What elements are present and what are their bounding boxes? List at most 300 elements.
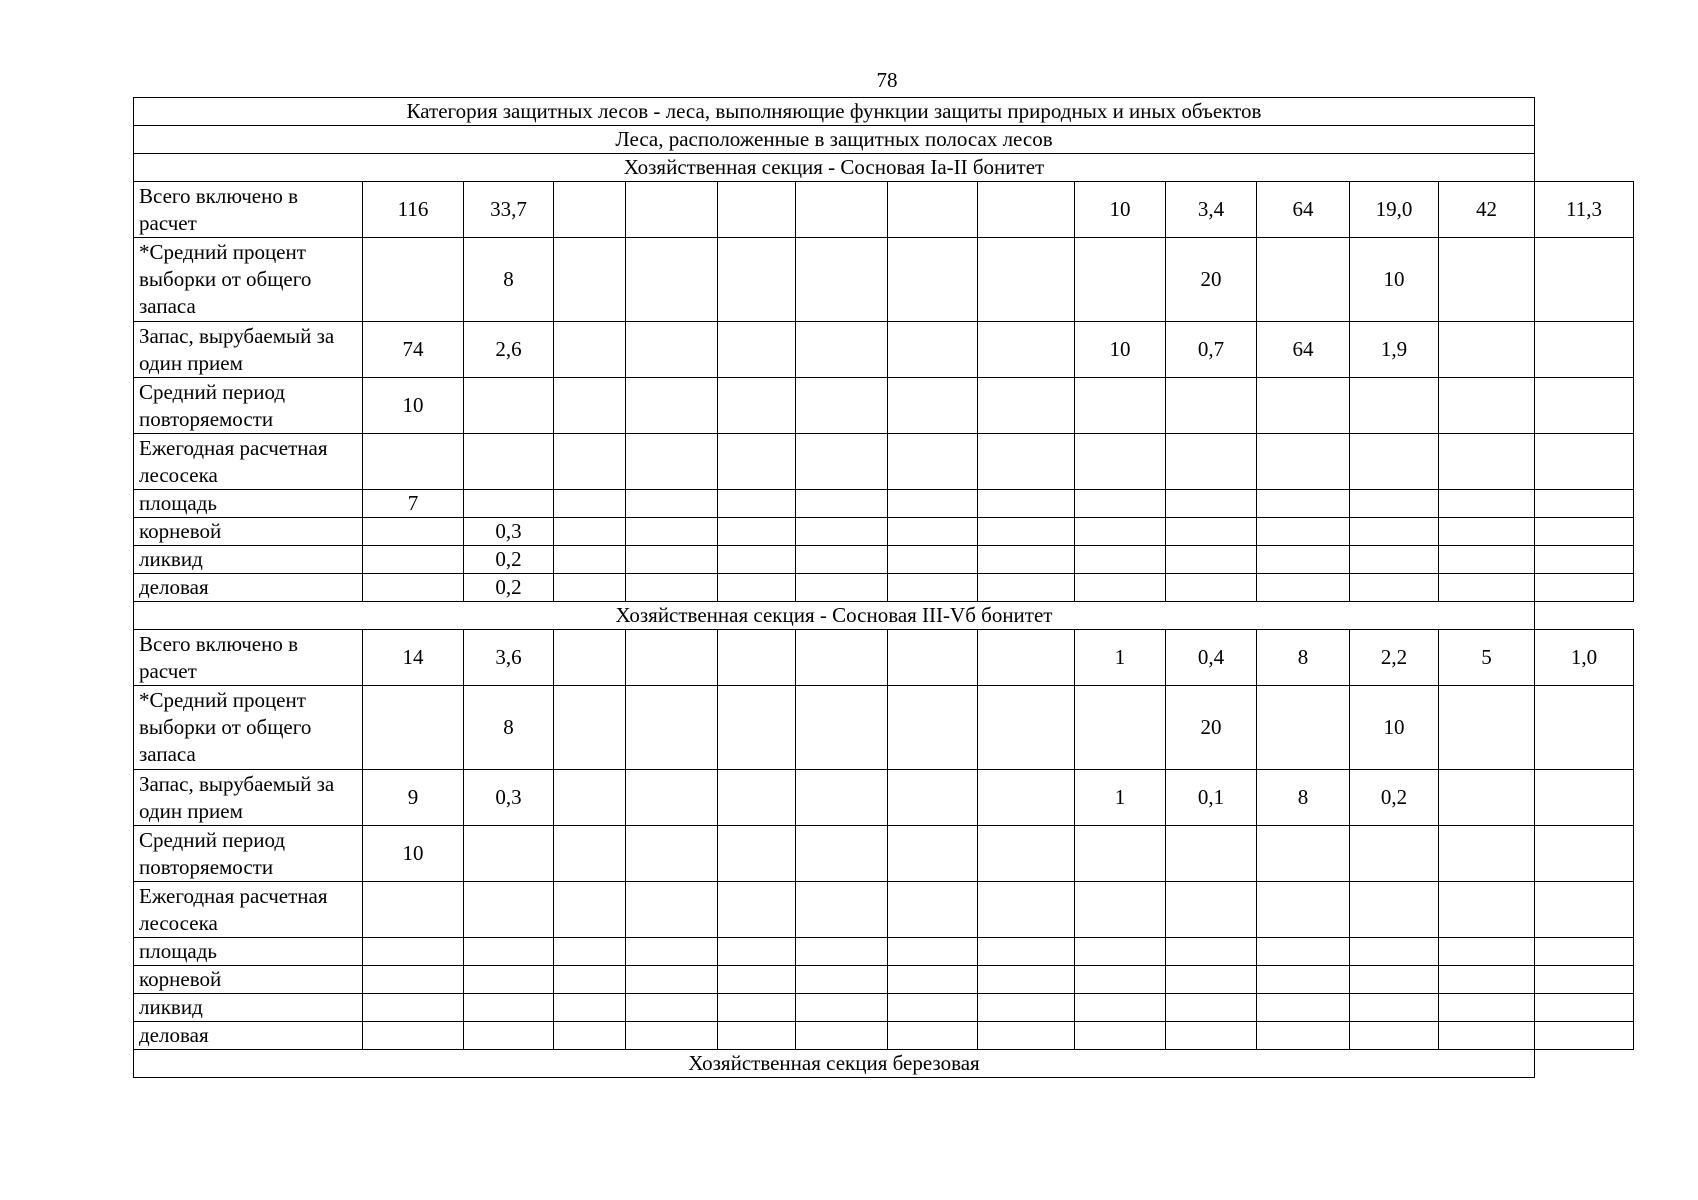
table-cell [1439,1022,1535,1050]
table-cell [464,434,554,490]
row-label: корневой [134,518,363,546]
table-cell [888,938,978,966]
table-cell: 33,7 [464,182,554,238]
section-row [134,154,1634,182]
table-cell [796,238,888,322]
table-cell: 10 [1350,238,1439,322]
table-cell [363,938,464,966]
row-label: корневой [134,966,363,994]
table-cell [796,938,888,966]
table-cell: 0,2 [1350,770,1439,826]
table-cell: 20 [1166,238,1257,322]
table-cell [978,994,1075,1022]
page-number: 78 [876,68,898,92]
table-cell [1166,546,1257,574]
table-cell [888,630,978,686]
row-label: площадь [134,938,363,966]
table-cell [464,938,554,966]
table-cell [978,770,1075,826]
table-cell [626,994,718,1022]
table-cell: 3,6 [464,630,554,686]
table-cell [1350,490,1439,518]
table-cell [888,994,978,1022]
table-cell [1439,434,1535,490]
table-cell [888,882,978,938]
row-label: Средний период повторяемости [134,378,363,434]
table-cell [888,1022,978,1050]
table-cell [1257,966,1350,994]
table-cell [626,770,718,826]
table-row [134,518,1634,546]
table-cell [1535,574,1634,602]
table-cell [1257,574,1350,602]
table-cell [1166,378,1257,434]
table-cell [554,434,626,490]
table-cell [796,994,888,1022]
table-cell [1166,490,1257,518]
table-cell [554,490,626,518]
table-cell [978,378,1075,434]
table-cell [888,378,978,434]
table-cell: 0,1 [1166,770,1257,826]
table-cell [888,490,978,518]
table-row [134,238,1634,322]
row-label: Ежегодная расчетная лесосека [134,434,363,490]
table-cell [888,546,978,574]
table-cell [626,490,718,518]
table-cell [888,574,978,602]
table-cell [1439,882,1535,938]
table-row [134,546,1634,574]
table-cell: 1,9 [1350,322,1439,378]
table-cell [1075,574,1166,602]
table-cell [1439,826,1535,882]
table-cell [1535,490,1634,518]
table-cell [1350,434,1439,490]
row-label: *Средний процент выборки от общего запаса [134,686,363,770]
table-cell [1075,238,1166,322]
section-row [134,1050,1634,1078]
table-cell [464,994,554,1022]
table-cell [1535,770,1634,826]
table-cell [1535,518,1634,546]
table-cell [888,770,978,826]
table-cell: 5 [1439,630,1535,686]
table-cell [1350,378,1439,434]
table-cell [626,378,718,434]
table-cell [1439,238,1535,322]
table-cell [796,378,888,434]
table-cell [796,490,888,518]
table-cell [1439,546,1535,574]
table-cell [1257,518,1350,546]
table-cell [1075,546,1166,574]
table-cell [796,546,888,574]
table-cell [554,770,626,826]
table-cell [363,574,464,602]
table-cell [1166,882,1257,938]
table-cell [363,434,464,490]
table-cell [978,630,1075,686]
table-cell [978,182,1075,238]
table-cell [978,238,1075,322]
table-cell [464,826,554,882]
table-cell [1166,1022,1257,1050]
table-cell: 116 [363,182,464,238]
table-cell [796,966,888,994]
table-cell [796,770,888,826]
table-cell [718,378,796,434]
row-label: Ежегодная расчетная лесосека [134,882,363,938]
table-cell [626,238,718,322]
row-label: Средний период повторяемости [134,826,363,882]
table-cell [554,238,626,322]
table-cell [554,826,626,882]
table-cell: 9 [363,770,464,826]
table-cell [1166,966,1257,994]
table-cell [1439,686,1535,770]
table-cell: 14 [363,630,464,686]
table-cell [978,490,1075,518]
table-cell: 10 [363,378,464,434]
table-cell [1166,938,1257,966]
table-cell: 0,3 [464,518,554,546]
table-cell [1535,434,1634,490]
section-title: Хозяйственная секция березовая [134,1050,1535,1078]
table-cell [796,686,888,770]
table-cell [718,546,796,574]
table-cell [1075,826,1166,882]
table-cell [978,966,1075,994]
table-cell: 3,4 [1166,182,1257,238]
table-cell [978,686,1075,770]
table-cell [978,574,1075,602]
table-row [134,630,1634,686]
table-cell [464,882,554,938]
table-cell [554,378,626,434]
table-cell [1166,518,1257,546]
table-cell [554,938,626,966]
table-cell [888,518,978,546]
table-cell: 7 [363,490,464,518]
table-cell [1257,826,1350,882]
table-cell: 64 [1257,182,1350,238]
table-cell [1350,966,1439,994]
table-cell: 1 [1075,630,1166,686]
table-cell [1257,882,1350,938]
table-cell [718,1022,796,1050]
table-cell [718,434,796,490]
table-cell [1350,826,1439,882]
table-cell [796,434,888,490]
table-cell [1535,1022,1634,1050]
table-cell [978,826,1075,882]
table-cell: 10 [1075,182,1166,238]
table-cell [1439,490,1535,518]
table-cell: 19,0 [1350,182,1439,238]
table-cell [718,966,796,994]
table-cell [978,882,1075,938]
table-row [134,1022,1634,1050]
table-row [134,966,1634,994]
table-cell: 10 [1350,686,1439,770]
table-cell: 0,7 [1166,322,1257,378]
row-label: деловая [134,1022,363,1050]
table-cell [1535,378,1634,434]
section-row [134,602,1634,630]
table-cell [1075,518,1166,546]
table-cell [1439,574,1535,602]
table-row [134,574,1634,602]
table-cell [626,434,718,490]
table-row [134,434,1634,490]
table-cell [718,826,796,882]
table-cell [554,574,626,602]
table-cell [796,322,888,378]
table-cell: 0,3 [464,770,554,826]
row-label: деловая [134,574,363,602]
table-cell [1350,882,1439,938]
table-cell [464,1022,554,1050]
table-cell [1535,966,1634,994]
table-cell [1350,1022,1439,1050]
table-cell [1257,378,1350,434]
table-cell [1075,434,1166,490]
forest-harvest-table [133,97,1634,1078]
table-cell [1350,938,1439,966]
row-label: площадь [134,490,363,518]
table-cell [1535,546,1634,574]
table-cell [978,434,1075,490]
table-cell: 11,3 [1535,182,1634,238]
table-cell: 42 [1439,182,1535,238]
table-row [134,882,1634,938]
table-cell [363,238,464,322]
table-cell [1350,574,1439,602]
table-cell [626,1022,718,1050]
table-cell [1075,686,1166,770]
table-row [134,938,1634,966]
table-cell: 8 [1257,770,1350,826]
table-cell [796,630,888,686]
table-cell: 0,2 [464,574,554,602]
table-cell [888,826,978,882]
table-cell [554,994,626,1022]
table-row [134,994,1634,1022]
table-row [134,182,1634,238]
table-cell [626,826,718,882]
table-cell [1257,938,1350,966]
table-cell [1439,994,1535,1022]
table-cell [1257,546,1350,574]
row-label: *Средний процент выборки от общего запаса [134,238,363,322]
table-cell [554,630,626,686]
table-row [134,826,1634,882]
table-row [134,378,1634,434]
table-cell [1535,322,1634,378]
table-cell [1535,686,1634,770]
table-cell [888,686,978,770]
table-cell [554,518,626,546]
table-cell [554,182,626,238]
section-title: Хозяйственная секция - Сосновая Iа-II бонитет [134,154,1535,182]
table-cell [1535,826,1634,882]
table-cell [718,938,796,966]
row-label: Всего включено в расчет [134,182,363,238]
table-cell [1535,238,1634,322]
table-cell [888,238,978,322]
table-cell [888,182,978,238]
table-cell [718,994,796,1022]
table-cell [1439,770,1535,826]
table-cell [718,182,796,238]
table-cell: 1,0 [1535,630,1634,686]
table-cell [1439,938,1535,966]
table-cell [363,686,464,770]
table-cell [718,882,796,938]
table-cell [1075,378,1166,434]
table-cell: 64 [1257,322,1350,378]
table-cell [1257,490,1350,518]
table-cell [626,182,718,238]
row-label: Всего включено в расчет [134,630,363,686]
table-cell [626,546,718,574]
table-cell [718,574,796,602]
table-cell [1439,322,1535,378]
table-cell [1075,966,1166,994]
table-cell [626,574,718,602]
table-cell [1535,994,1634,1022]
table-cell [796,182,888,238]
subcategory-row [134,126,1634,154]
table-cell [718,238,796,322]
table-cell [626,630,718,686]
table-cell: 8 [1257,630,1350,686]
table-cell [1350,546,1439,574]
table-cell [363,546,464,574]
table-cell [718,686,796,770]
table-cell [554,546,626,574]
table-cell [363,966,464,994]
table-cell [978,1022,1075,1050]
table-cell: 8 [464,238,554,322]
table-cell [464,966,554,994]
table-cell [1439,966,1535,994]
table-cell: 2,6 [464,322,554,378]
table-cell [1257,1022,1350,1050]
table-cell [796,1022,888,1050]
row-label: ликвид [134,994,363,1022]
table-cell [978,938,1075,966]
table-cell [718,490,796,518]
table-cell [363,518,464,546]
table-row [134,322,1634,378]
table-cell [718,322,796,378]
category-row [134,98,1634,126]
table-cell [1075,1022,1166,1050]
table-cell [888,322,978,378]
table-cell [796,574,888,602]
table-cell [626,938,718,966]
table-cell [1439,518,1535,546]
table-cell [1439,378,1535,434]
table-cell [978,518,1075,546]
table-cell [464,378,554,434]
table-cell [718,770,796,826]
table-cell [1166,826,1257,882]
table-cell [796,518,888,546]
section-title: Хозяйственная секция - Сосновая III-Vб бонитет [134,602,1535,630]
table-cell [1257,238,1350,322]
table-cell [554,1022,626,1050]
table-cell [1075,994,1166,1022]
table-cell [796,826,888,882]
table-cell [554,322,626,378]
category-title: Категория защитных лесов - леса, выполняющие функции защиты природных и иных объектов [134,98,1535,126]
row-label: Запас, вырубаемый за один прием [134,770,363,826]
table-body [134,98,1634,1078]
table-row [134,686,1634,770]
table-cell [888,966,978,994]
table-cell [626,966,718,994]
table-cell [363,1022,464,1050]
table-cell [464,490,554,518]
table-cell [1075,938,1166,966]
table-cell [554,966,626,994]
table-cell: 10 [363,826,464,882]
table-row [134,770,1634,826]
table-cell [626,882,718,938]
table-cell: 20 [1166,686,1257,770]
table-cell [1166,994,1257,1022]
subcategory-title: Леса, расположенные в защитных полосах лесов [134,126,1535,154]
row-label: Запас, вырубаемый за один прием [134,322,363,378]
table-row [134,490,1634,518]
table-cell [626,686,718,770]
table-cell: 8 [464,686,554,770]
table-cell: 2,2 [1350,630,1439,686]
table-cell [1257,686,1350,770]
table-cell [626,322,718,378]
table-cell: 0,2 [464,546,554,574]
table-cell [1075,882,1166,938]
table-cell [978,546,1075,574]
table-cell [363,882,464,938]
table-cell [796,882,888,938]
row-label: ликвид [134,546,363,574]
table-cell: 1 [1075,770,1166,826]
table-cell [554,882,626,938]
table-cell: 74 [363,322,464,378]
table-cell [1257,994,1350,1022]
table-cell [718,518,796,546]
table-cell: 0,4 [1166,630,1257,686]
table-cell [978,322,1075,378]
table-cell [888,434,978,490]
table-cell [718,630,796,686]
table-cell [626,518,718,546]
table-cell [363,994,464,1022]
table-cell [1350,518,1439,546]
table-cell [1166,434,1257,490]
table-cell [1257,434,1350,490]
table-cell [1350,994,1439,1022]
table-cell [1535,882,1634,938]
table-cell [1075,490,1166,518]
table-cell: 10 [1075,322,1166,378]
table-cell [1166,574,1257,602]
table-cell [1535,938,1634,966]
